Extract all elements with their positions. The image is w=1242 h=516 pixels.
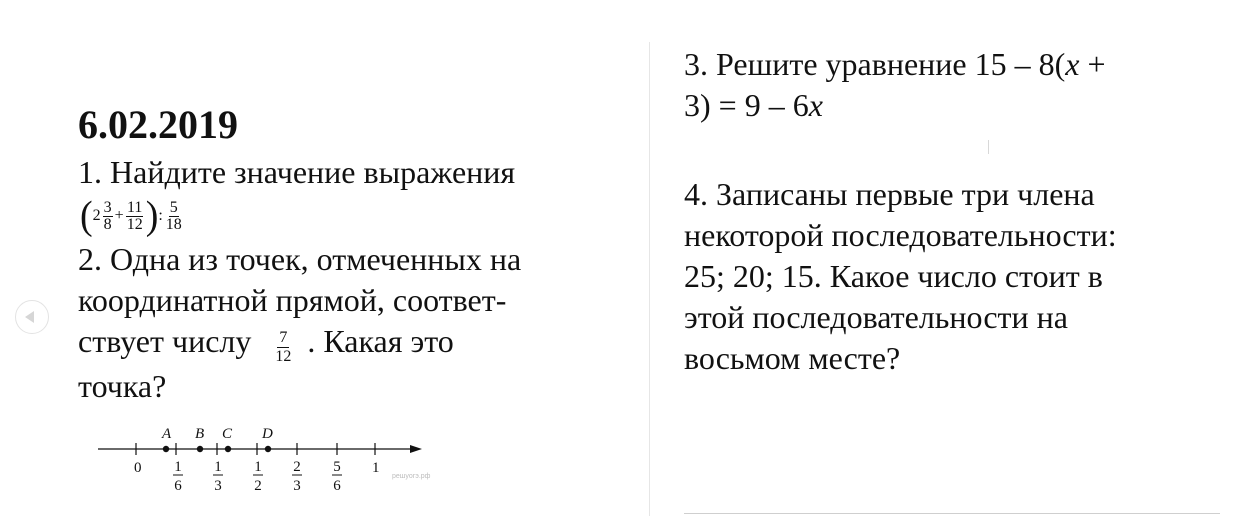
- tick-frac-num: 1: [174, 459, 182, 475]
- tick-fraction-1-6: [173, 459, 183, 494]
- task2-line3-start: ствует числу: [78, 323, 252, 359]
- task4-line5: восьмом месте?: [684, 340, 901, 376]
- point-d-label: D: [262, 426, 273, 442]
- task2-frac-num: 7: [279, 328, 288, 346]
- bottom-divider: [684, 513, 1220, 514]
- left-column: [78, 98, 638, 407]
- right-column: [684, 44, 1224, 379]
- task3-variable-x: x: [1065, 46, 1080, 82]
- task3-line1-end: +: [1079, 46, 1106, 82]
- point-d-marker: [265, 446, 271, 452]
- expr-fraction-2: [126, 200, 144, 233]
- expr-whole: 2: [92, 207, 101, 224]
- expr-f2-den: 12: [126, 215, 143, 233]
- tick-frac-num: 1: [214, 459, 222, 475]
- tick-label-one: 1: [372, 460, 380, 476]
- task3-line2-text: 3) = 9 – 6: [684, 87, 809, 123]
- task3-line1-text: 3. Решите уравнение 15 – 8(: [684, 46, 1066, 82]
- task2-line3-end: . Какая это: [307, 323, 454, 359]
- expr-f3-den: 18: [165, 215, 182, 233]
- task4-line1: 4. Записаны первые три члена: [684, 176, 1095, 212]
- axis-arrow-icon: [410, 445, 422, 453]
- task2-line3: [78, 321, 638, 366]
- page-date: 6.02.2019: [78, 102, 238, 147]
- source-watermark: решуогэ.рф: [392, 473, 431, 480]
- tick-frac-num: 2: [293, 459, 301, 475]
- expr-f1-num: 3: [103, 198, 112, 216]
- expr-plus: +: [114, 207, 124, 224]
- expr-f1-den: 8: [103, 215, 112, 233]
- task4-line2: некоторой последовательности:: [684, 217, 1117, 253]
- left-paren-icon: (: [80, 193, 93, 239]
- task3-line2: [684, 85, 1224, 126]
- tick-fraction-5-6: [332, 459, 342, 494]
- tick-frac-den: 3: [214, 478, 222, 494]
- expr-fraction-1: [103, 200, 113, 233]
- task2-fraction: [269, 324, 297, 366]
- tick-fraction-1-2: [253, 459, 263, 494]
- expr-f2-num: 11: [126, 198, 143, 216]
- point-b-label: B: [195, 426, 205, 442]
- previous-slide-button[interactable]: [15, 300, 49, 334]
- column-divider: [649, 42, 650, 516]
- task2-frac-den: 12: [275, 347, 292, 365]
- task4-line4: этой последовательности на: [684, 299, 1068, 335]
- tick-frac-num: 5: [333, 459, 341, 475]
- point-a-label: A: [162, 426, 172, 442]
- tick-frac-den: 2: [254, 478, 262, 494]
- tick-fraction-2-3: [292, 459, 302, 494]
- task2-line2: координатной прямой, соответ-: [78, 282, 507, 318]
- expr-divide: :: [158, 207, 163, 224]
- task2-line4: точка?: [78, 367, 167, 404]
- point-c-label: C: [222, 426, 233, 442]
- task4-line3: 25; 20; 15. Какое число стоит в: [684, 258, 1103, 294]
- task2-line1: 2. Одна из точек, отмеченных на: [78, 241, 522, 277]
- tick-frac-den: 6: [174, 478, 182, 494]
- tick-frac-den: 3: [293, 478, 301, 494]
- point-c-marker: [225, 446, 231, 452]
- task1-text: 1. Найдите значение выражения: [78, 154, 516, 190]
- right-paren-icon: ): [145, 193, 159, 239]
- tick-fraction-1-3: [213, 459, 223, 494]
- tick-label-zero: 0: [134, 460, 142, 476]
- number-line-figure: [92, 420, 432, 498]
- expr-f3-num: 5: [169, 198, 178, 216]
- task3-variable-x: x: [808, 87, 823, 123]
- tick-frac-den: 6: [333, 478, 341, 494]
- tick-frac-num: 1: [254, 459, 262, 475]
- task1-expression: [80, 193, 638, 239]
- point-b-marker: [197, 446, 203, 452]
- point-a-marker: [163, 446, 169, 452]
- expr-fraction-3: [165, 200, 183, 233]
- task3-line1: [684, 44, 1224, 85]
